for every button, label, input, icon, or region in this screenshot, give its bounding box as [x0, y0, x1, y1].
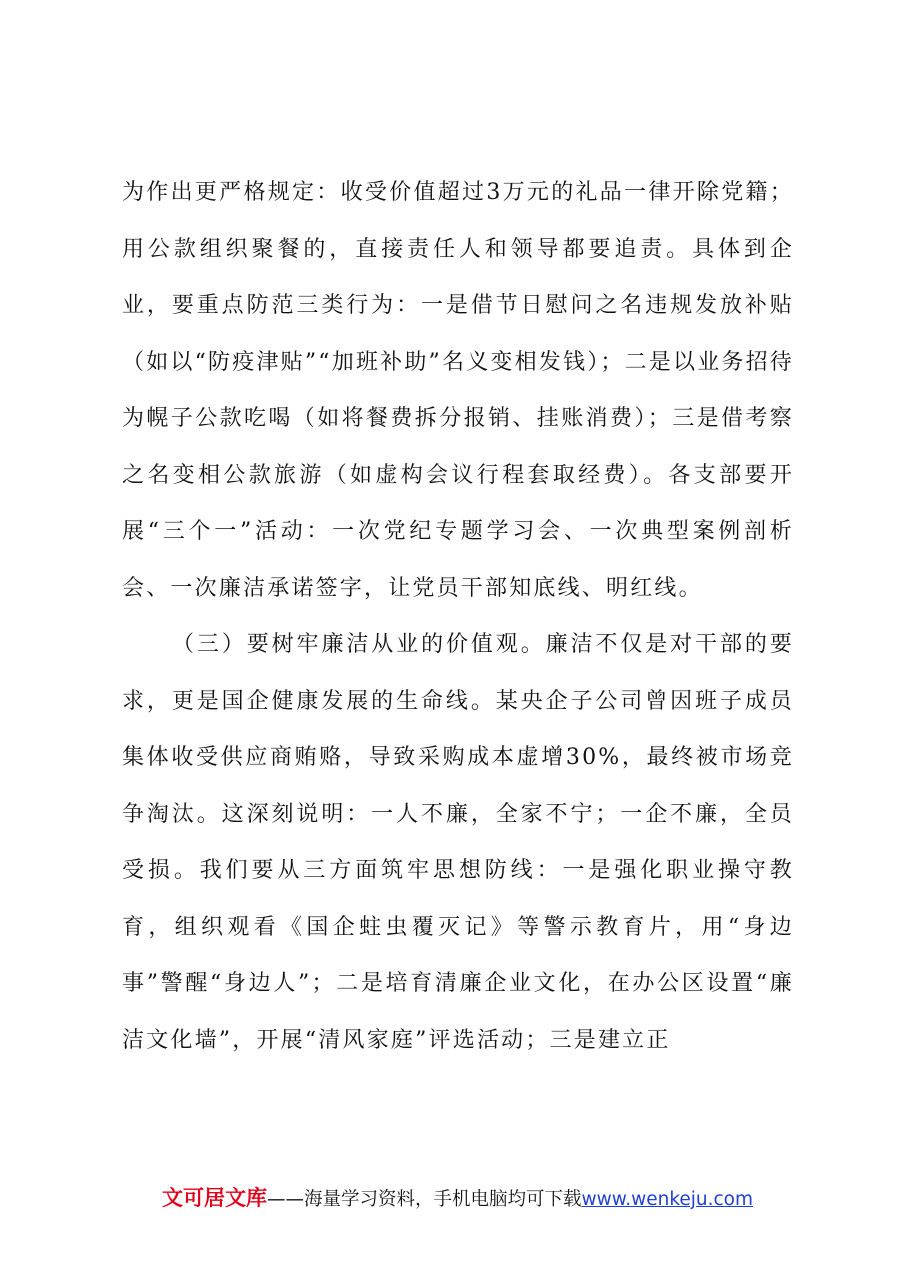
- footer-link[interactable]: www.wenkeju.com: [581, 1189, 754, 1210]
- paragraph-integrity-values: （三）要树牢廉洁从业的价值观。廉洁不仅是对干部的要求，更是国企健康发展的生命线。某央企子公司曾因班子成员集体收受供应商贿赂，导致采购成本虚增30%，最终被市场竞争淘汰。这深刻说明：一人不廉，全家不宁；一企不廉，全员受损。我们要从三方面筑牢思想防线：一是强化职业操守教育，组织观看《国企蛀虫覆灭记》等警示教育片，用“身边事”警醒“身边人”；二是培育清廉企业文化，在办公区设置“廉洁文化墙”，开展“清风家庭”评选活动；三是建立正: [122, 632, 794, 1053]
- footer-brand: 文可居文库: [162, 1186, 267, 1210]
- page-footer: [162, 1183, 802, 1213]
- footer-tagline: ——海量学习资料，手机电脑均可下载: [267, 1189, 582, 1210]
- paragraph-discipline-rules: 为作出更严格规定：收受价值超过3万元的礼品一律开除党籍；用公款组织聚餐的，直接责任人和领导都要追责。具体到企业，要重点防范三类行为：一是借节日慰问之名违规发放补贴（如以“防疫津贴”“加班补助”名义变相发钱）；二是以业务招待为幌子公款吃喝（如将餐费拆分报销、挂账消费）；三是借考察之名变相公款旅游（如虚构会议行程套取经费）。各支部要开展“三个一”活动：一次党纪专题学习会、一次典型案例剖析会、一次廉洁承诺签字，让党员干部知底线、明红线。: [122, 180, 794, 601]
- document-body: [122, 165, 794, 1069]
